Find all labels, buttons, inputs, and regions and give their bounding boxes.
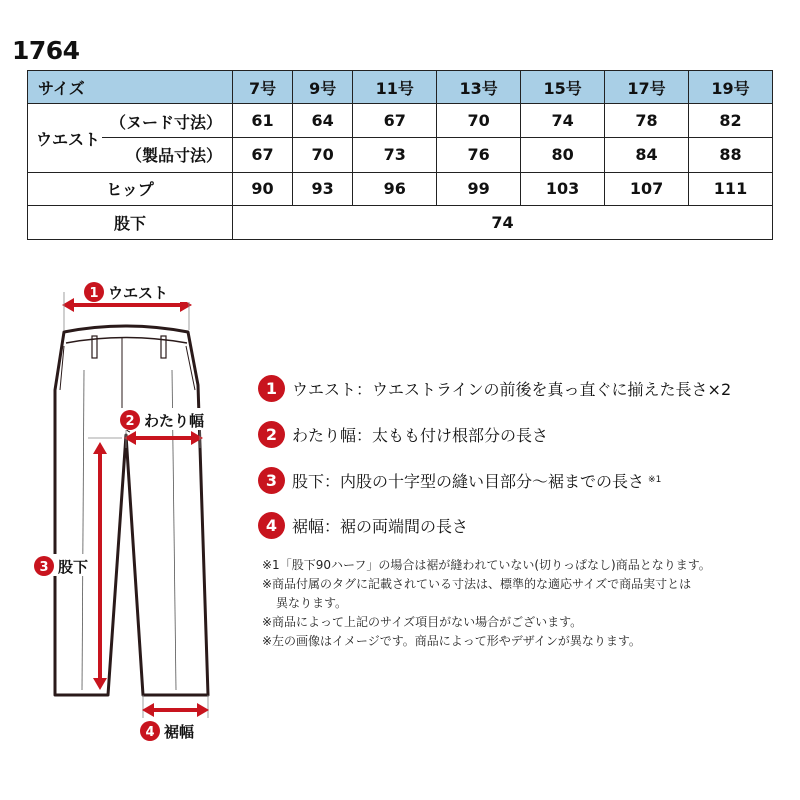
legend-item-hem — [258, 510, 468, 540]
legend-text: ：内股の十字型の縫い目部分〜裾までの長さ — [324, 471, 645, 491]
legend-item-waist — [258, 373, 731, 403]
inseam-label: 股下 — [28, 206, 233, 240]
table-cell: 73 — [353, 138, 437, 172]
legend-badge: 1 — [258, 375, 285, 402]
table-cell: 103 — [521, 172, 605, 206]
size-col: 11号 — [353, 71, 437, 104]
size-col: 19号 — [689, 71, 773, 104]
table-cell: 70 — [437, 104, 521, 138]
hip-label: ヒップ — [28, 172, 233, 206]
size-header-label: サイズ — [28, 71, 233, 104]
badge-4-number: 4 — [145, 725, 155, 740]
table-cell: 107 — [605, 172, 689, 206]
note-4: ※左の画像はイメージです。商品によって形やデザインが異なります。 — [262, 634, 641, 648]
badge-1-number: 1 — [89, 286, 99, 301]
waist-connector — [102, 137, 116, 138]
size-col: 13号 — [437, 71, 521, 104]
product-label: （製品寸法） — [125, 146, 222, 165]
note-2-cont: 異なります。 — [276, 596, 348, 610]
size-col: 15号 — [521, 71, 605, 104]
table-cell: 74 — [521, 104, 605, 138]
legend-badge: 2 — [258, 421, 285, 448]
legend-term: 股下 — [292, 471, 325, 491]
inseam-row — [28, 206, 773, 240]
product-code: 1764 — [12, 36, 80, 65]
waist-diagram-label: ウエスト — [108, 284, 169, 302]
inseam-value: 74 — [233, 206, 773, 240]
table-cell: 84 — [605, 138, 689, 172]
legend-term: 裾幅 — [292, 516, 325, 536]
hem-diagram-label: 裾幅 — [164, 723, 195, 741]
size-col: 7号 — [233, 71, 293, 104]
table-cell: 99 — [437, 172, 521, 206]
waist-divider — [116, 137, 232, 138]
table-cell: 111 — [689, 172, 773, 206]
waist-label-cell — [28, 104, 233, 173]
notes — [262, 556, 782, 651]
arrow-head — [142, 703, 154, 717]
arrow-head — [197, 703, 209, 717]
legend-text: ：裾の両端間の長さ — [324, 516, 469, 536]
waist-nude-row — [28, 104, 773, 138]
table-cell: 78 — [605, 104, 689, 138]
table-cell: 82 — [689, 104, 773, 138]
legend-badge: 4 — [258, 512, 285, 539]
legend-footnote-mark: ※1 — [648, 475, 662, 485]
waist-label: ウエスト — [36, 130, 101, 149]
badge-3-number: 3 — [39, 560, 49, 575]
legend-term: ウエスト — [292, 379, 357, 399]
pants-diagram — [0, 270, 250, 750]
table-cell: 67 — [233, 138, 293, 172]
table-cell: 96 — [353, 172, 437, 206]
legend-text: ：太もも付け根部分の長さ — [356, 425, 549, 445]
note-1: ※1「股下90ハーフ」の場合は裾が縫われていない(切りっぱなし)商品となります。 — [262, 558, 711, 572]
legend-term: わたり幅 — [292, 425, 357, 445]
legend-item-thigh — [258, 419, 548, 449]
table-cell: 80 — [521, 138, 605, 172]
note-2: ※商品付属のタグに記載されている寸法は、標準的な適応サイズで商品実寸とは — [262, 577, 692, 591]
table-cell: 93 — [293, 172, 353, 206]
table-cell: 76 — [437, 138, 521, 172]
table-cell: 64 — [293, 104, 353, 138]
table-cell: 88 — [689, 138, 773, 172]
table-cell: 61 — [233, 104, 293, 138]
hip-row — [28, 172, 773, 206]
legend-item-inseam — [258, 465, 661, 495]
table-cell: 67 — [353, 104, 437, 138]
badge-2-number: 2 — [125, 414, 135, 429]
inseam-diagram-label: 股下 — [58, 558, 89, 576]
size-header-row — [28, 71, 773, 104]
size-col: 17号 — [605, 71, 689, 104]
thigh-diagram-label: わたり幅 — [144, 412, 205, 430]
size-col: 9号 — [293, 71, 353, 104]
table-cell: 70 — [293, 138, 353, 172]
legend-text: ：ウエストラインの前後を真っ直ぐに揃えた長さ×2 — [356, 379, 732, 399]
nude-label: （ヌード寸法） — [109, 113, 222, 132]
size-table — [27, 70, 773, 240]
table-cell: 90 — [233, 172, 293, 206]
note-3: ※商品によって上記のサイズ項目がない場合がございます。 — [262, 615, 583, 629]
pants-outline — [55, 326, 208, 695]
legend-badge: 3 — [258, 467, 285, 494]
